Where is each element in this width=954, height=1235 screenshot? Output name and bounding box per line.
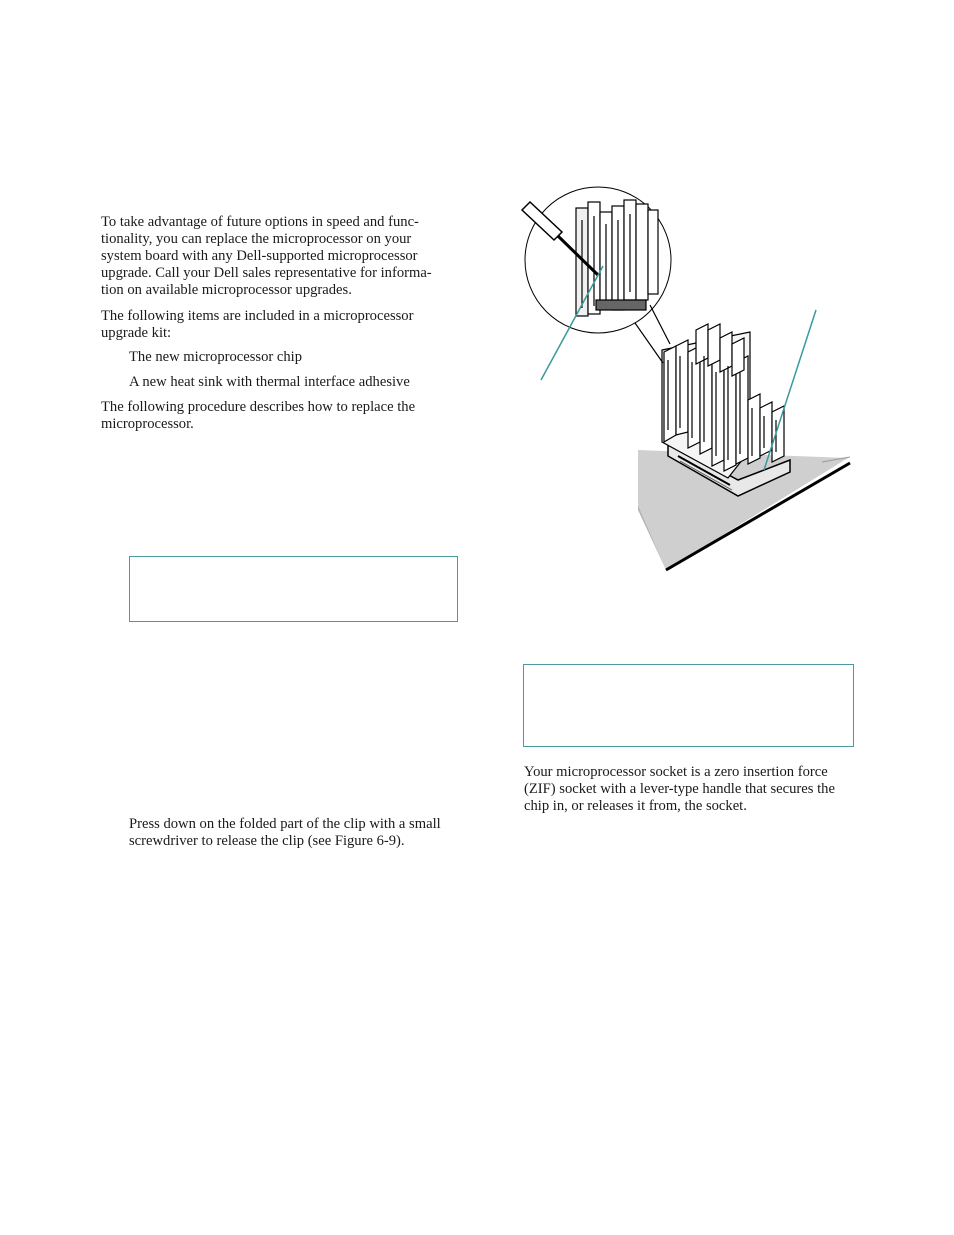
step-line: Press down on the folded part of the clip with a small (129, 816, 441, 832)
step-paragraph (129, 816, 441, 850)
zif-line: (ZIF) socket with a lever-type handle that secures the (524, 781, 835, 797)
note-box-left (129, 556, 458, 622)
intro-line: tionality, you can replace the microprocessor on your (101, 231, 412, 247)
intro-line: upgrade. Call your Dell sales representative for informa- (101, 265, 432, 281)
kit-item: A new heat sink with thermal interface adhesive (129, 374, 410, 390)
magnify-connector (650, 305, 670, 344)
heat-sink-clip-removal-illustration (500, 180, 860, 580)
zif-line: chip in, or releases it from, the socket. (524, 798, 747, 814)
kit-intro-paragraph (101, 308, 413, 342)
magnified-heat-sink (576, 200, 658, 316)
intro-paragraph (101, 214, 432, 299)
kit-intro-line: upgrade kit: (101, 325, 172, 341)
intro-line: system board with any Dell-supported microprocessor (101, 248, 418, 264)
zif-paragraph (524, 764, 835, 815)
system-board (638, 450, 848, 570)
intro-line: tion on available microprocessor upgrades. (101, 282, 352, 298)
procedure-intro-line: microprocessor. (101, 416, 194, 432)
procedure-intro-line: The following procedure describes how to replace the (101, 399, 416, 415)
intro-line: To take advantage of future options in speed and func- (101, 214, 419, 230)
zif-line: Your microprocessor socket is a zero insertion force (524, 764, 828, 780)
procedure-intro-paragraph (101, 399, 415, 433)
clip-callout-line (764, 310, 816, 470)
kit-intro-line: The following items are included in a microprocessor (101, 308, 414, 324)
note-box-right (523, 664, 854, 747)
magnify-connector (635, 323, 663, 363)
step-line: screwdriver to release the clip (see Figure 6-9). (129, 833, 405, 849)
kit-item: The new microprocessor chip (129, 349, 303, 365)
